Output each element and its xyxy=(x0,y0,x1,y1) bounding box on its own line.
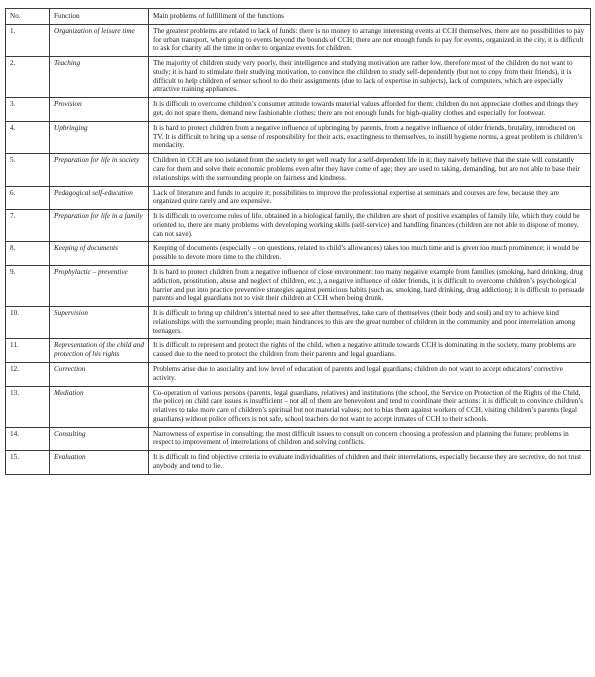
row-number: 5. xyxy=(6,154,50,186)
row-problems: Keeping of documents (especially – on questions, related to child’s allowances) takes too much time and is given too much prominence; it would be possible to devote more time to the children. xyxy=(149,242,591,266)
table-row xyxy=(6,210,591,242)
table-row xyxy=(6,307,591,339)
table-row xyxy=(6,451,591,475)
row-number: 10. xyxy=(6,307,50,339)
row-problems: Problems arise due to asociality and low level of education of parents and legal guardians; children do not want to accept educators’ corrective activity. xyxy=(149,363,591,387)
row-problems: It is difficult to represent and protect the rights of the child, when a negative attitude towards CCH is dominating in the society, many problems are caused due to the need to protect the children from their parents and legal guardians. xyxy=(149,339,591,363)
row-number: 7. xyxy=(6,210,50,242)
row-function: Supervision xyxy=(50,307,149,339)
row-function: Teaching xyxy=(50,57,149,98)
table-row xyxy=(6,427,591,451)
table-row xyxy=(6,339,591,363)
header-number: No. xyxy=(6,9,50,25)
row-number: 12. xyxy=(6,363,50,387)
functions-problems-table xyxy=(5,8,591,475)
row-problems: The majority of children study very poorly, their intelligence and studying motivation are rather low, therefore most of the children do not want to study; it is hard to stimulate their studying motivation, to convince the children to study self-dependently (but not to copy from their friends), it is difficult to help children of sensor school to do their assignments (due to lack of expertise in subjects), lack of computers, which are especially attractive training appliances. xyxy=(149,57,591,98)
row-function: Provision xyxy=(50,98,149,122)
row-function: Mediation xyxy=(50,386,149,427)
row-function: Upbringing xyxy=(50,121,149,153)
row-number: 2. xyxy=(6,57,50,98)
row-number: 13. xyxy=(6,386,50,427)
table-row xyxy=(6,121,591,153)
row-function: Organization of leisure time xyxy=(50,24,149,56)
row-function: Evaluation xyxy=(50,451,149,475)
row-problems: It is difficult to overcome rules of life, obtained in a biological family, the children are short of positive examples of family life, which they could be oriented to, there are many problems with developing working skills (self-service) and handling finances (children are not able to dispose of money, can not save). xyxy=(149,210,591,242)
row-problems: It is hard to protect children from a negative influence of close environment: too many negative example from families (smoking, hard drinking, drug addiction, prostitution, abuse and neglect of children, etc.), a negative influence of older friends, it is difficult to overcome children’s psychological barrier and put into practice preventive strategies against pernicious habits (such as, smoking, hard drinking, drug addiction); it is difficult to persuade parents and legal guardians not to visit their children at CCH when being drunk. xyxy=(149,265,591,306)
row-number: 1. xyxy=(6,24,50,56)
table-row xyxy=(6,363,591,387)
row-problems: Children in CCH are too isolated from the society to get well ready for a self-dependent life in it; they naively believe that the state will constantly care for them and solve their economic problems even after they have come of age; they are used to taking, demanding, but are not able to base their relationships with the surrounding people on fairness and kindness. xyxy=(149,154,591,186)
row-problems: The greatest problems are related to lack of funds: there is no money to arrange interesting events at CCH themselves, there are no possibilities to pay for urban transport, when going to events beyond the bounds of CCH; there are not enough funds to pay for events, organized in the city, it is difficult to ask for charity all the time in order to organize events for children. xyxy=(149,24,591,56)
row-number: 3. xyxy=(6,98,50,122)
row-function: Keeping of documents xyxy=(50,242,149,266)
table-row xyxy=(6,186,591,210)
row-problems: Narrowness of expertise in consulting; the most difficult issues to consult on concern choosing a profession and planning the future; problems in respect to improvement of interrelations of children and solving conflicts. xyxy=(149,427,591,451)
row-problems: It is difficult to find objective criteria to evaluate individualities of children and their interrelations, especially because they are secretive, do not trust anybody and tend to lie. xyxy=(149,451,591,475)
table-row xyxy=(6,265,591,306)
row-problems: Co-operation of various persons (parents, legal guardians, relatives) and institutions (the school, the Service on Protection of the Rights of the Child, the police) on child care issues is insufficient – not all of them are benevolent and tend to coordinate their actions: it is difficult to convince children’s relatives to take more care of children’s spiritual but not material values; not to bias them against workers of CCH, visiting children’s parents (legal guardians) without police officers is not safe, school teachers do not want to accept inmates of CCH to their schools. xyxy=(149,386,591,427)
table-row xyxy=(6,98,591,122)
row-number: 15. xyxy=(6,451,50,475)
table-row xyxy=(6,386,591,427)
table-row xyxy=(6,154,591,186)
row-number: 4. xyxy=(6,121,50,153)
row-number: 9. xyxy=(6,265,50,306)
row-function: Correction xyxy=(50,363,149,387)
table-row xyxy=(6,242,591,266)
row-number: 14. xyxy=(6,427,50,451)
row-function: Representation of the child and protection of his rights xyxy=(50,339,149,363)
row-function: Preparation for life in society xyxy=(50,154,149,186)
row-function: Pedagogical self-education xyxy=(50,186,149,210)
row-number: 11. xyxy=(6,339,50,363)
row-function: Consulting xyxy=(50,427,149,451)
row-problems: It is difficult to bring up children’s internal need to see after themselves, take care of themselves (their body and soul) and try to achieve kind relationships with the surrounding people; main hindrances to this are the great number of children in the community and poor interrelation among teenagers. xyxy=(149,307,591,339)
table-header-row xyxy=(6,9,591,25)
row-number: 6. xyxy=(6,186,50,210)
row-problems: It is hard to protect children from a negative influence of upbringing by parents, from a negative influence of older friends, brutality, introduced on TV. It is difficult to bring up a sense of responsibility for their acts, exactingness to themselves, to instill hygiene norms, a great problem is children’s mendacity. xyxy=(149,121,591,153)
header-function: Function xyxy=(50,9,149,25)
row-problems: It is difficult to overcome children’s consumer attitude towards material values afforded for them: children do not appreciate clothes and things they get, do not spare them, demand new fashionable clothes; there are not enough funds for high-quality clothes and especially for footwear. xyxy=(149,98,591,122)
row-function: Prophylactic – preventive xyxy=(50,265,149,306)
row-problems: Lack of literature and funds to acquire it; possibilities to improve the professional expertise at seminars and courses are few, because they are organized quire rarely and are expensive. xyxy=(149,186,591,210)
table-row xyxy=(6,24,591,56)
table-row xyxy=(6,57,591,98)
header-problems: Main problems of fulfillment of the functions xyxy=(149,9,591,25)
row-number: 8. xyxy=(6,242,50,266)
row-function: Preparation for life in a family xyxy=(50,210,149,242)
